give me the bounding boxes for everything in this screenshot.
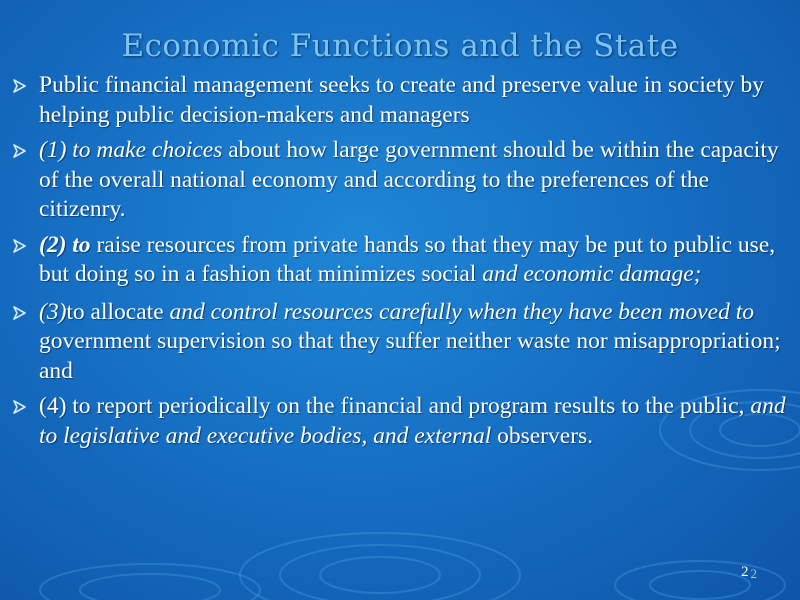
bullet-italic-lead: (3): [39, 298, 67, 325]
bullet-text: raise resources from private hands so that they may be put to public use, but doing so in a fashion that minimizes social: [39, 231, 776, 287]
arrowhead-bullet-icon: [12, 400, 27, 414]
page-number-main: 2: [741, 564, 749, 580]
bullet-item-1: [12, 71, 797, 130]
bullet-item-2: [12, 136, 797, 225]
bullet-italic-mid: and control resources carefully when they have been moved to: [169, 298, 754, 325]
bullet-italic-tail: and economic damage;: [482, 261, 702, 287]
slide-title: Economic Functions and the State: [121, 28, 679, 64]
bullet-text: to allocate: [66, 298, 170, 325]
bullet-text: about how large government should be within the capacity of the overall national economy and according to the preferences of the citizenry.: [39, 137, 779, 222]
bullet-item-5: [12, 392, 797, 451]
bullet-item-4: [12, 298, 797, 387]
arrowhead-bullet-icon: [12, 306, 27, 320]
arrowhead-bullet-icon: [12, 239, 27, 253]
arrowhead-bullet-icon: [12, 144, 27, 158]
page-number-shadow: 2: [750, 566, 757, 581]
bullet-bold-lead: (2) to: [39, 231, 91, 258]
bullet-text: Public financial management seeks to create and preserve value in society by helping public decision-makers and managers: [39, 72, 764, 128]
bullet-italic-lead: (1) to make choices: [39, 137, 223, 163]
bullet-text: (4) to report periodically on the financial and program results to the public,: [39, 393, 751, 419]
arrowhead-bullet-icon: [12, 79, 27, 93]
bullet-list: [12, 71, 797, 457]
bullet-text: government supervision so that they suffer neither waste nor misappropriation; and: [39, 328, 781, 384]
bullet-text: observers.: [491, 422, 594, 449]
bullet-item-3: [12, 231, 797, 290]
page-number: [743, 566, 757, 583]
bullet-italic-mid: and to legislative and executive bodies, and external: [39, 393, 786, 449]
